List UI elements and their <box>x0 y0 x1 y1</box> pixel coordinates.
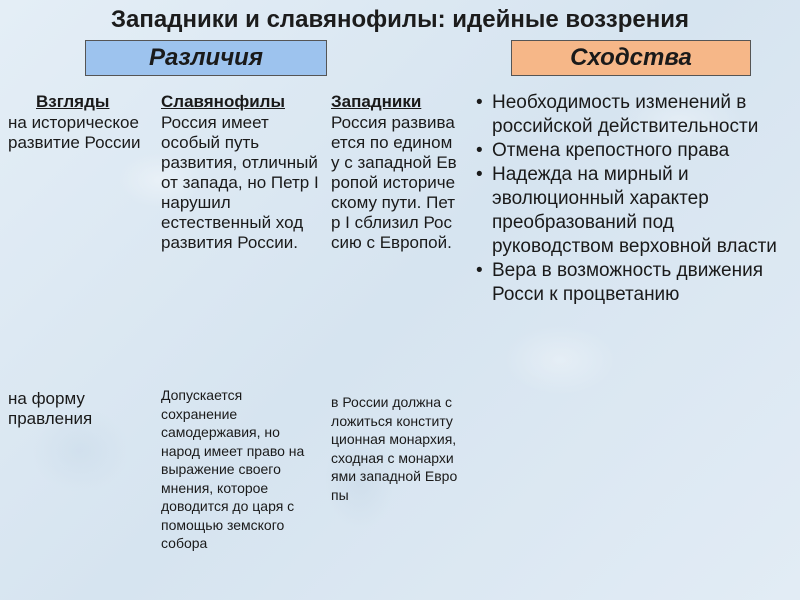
row-slavophiles-history: Россия имеет особый путь развития, отличный от запада, но Петр I нарушил естественный ход развития России. <box>161 113 319 252</box>
column-header-slavophiles: Славянофилы <box>161 92 285 111</box>
row-topic-history: на историческое развитие России <box>8 113 141 152</box>
row-slavophiles-government: Допускается сохранение самодержавия, но народ имеет право на выражение своего мнения, которое доводится до царя с помощью земского собора <box>161 387 305 551</box>
list-item: • Надежда на мирный и эволюционный характер преобразований под руководством верховной власти <box>476 164 777 257</box>
similarities-header: Сходства <box>511 40 751 76</box>
differences-header: Различия <box>85 40 327 76</box>
list-item: • Отмена крепостного права <box>476 140 730 161</box>
similarities-list <box>474 91 794 307</box>
list-item: • Вера в возможность движения Росси к процветанию <box>476 260 764 305</box>
row-westerners-history: Россия развивается по единому с западной Европой историческому пути. Петр I сблизил Россию с Европой. <box>331 113 457 252</box>
list-item: • Необходимость изменений в российской действительности <box>476 92 759 137</box>
bullet-icon: • <box>476 92 483 113</box>
row-westerners-government: в России должна сложиться конституционная монархия, сходная с монархиями западной Европы <box>331 394 458 503</box>
bullet-icon: • <box>476 260 483 281</box>
column-header-views: Взгляды <box>36 92 110 111</box>
bullet-icon: • <box>476 140 483 161</box>
row-topic-government: на форму правления <box>8 389 93 428</box>
page-title: Западники и славянофилы: идейные воззрения <box>111 6 689 33</box>
bullet-icon: • <box>476 164 483 185</box>
column-header-westerners: Западники <box>331 92 422 111</box>
